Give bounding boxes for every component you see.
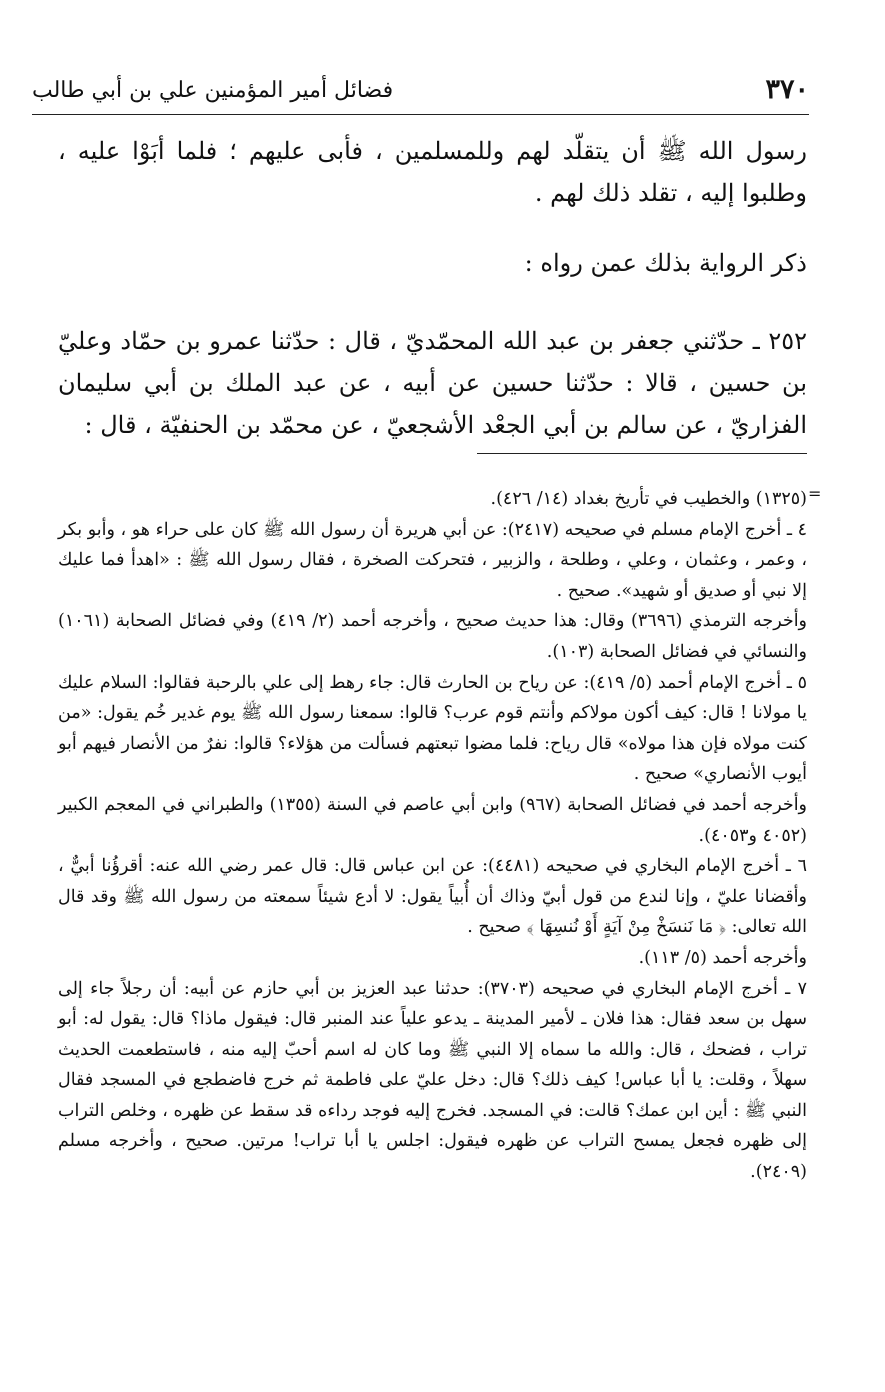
footnote-item: (١٣٢٥) والخطيب في تأريخ بغداد (١٤/ ٤٢٦). [490, 489, 807, 509]
page-header [32, 74, 809, 115]
footnote-separator [477, 453, 807, 454]
continuation-paragraph: رسول الله ﷺ أن يتقلّد لهم وللمسلمين ، فأبى عليهم ؛ فلما أبَوْا عليه ، وطلبوا إليه ، تقلد ذلك لهم . [58, 137, 807, 207]
footnote-item: وأخرجه الترمذي (٣٦٩٦) وقال: هذا حديث صحيح ، وأخرجه أحمد (٢/ ٤١٩) وفي فضائل الصحابة (١٠٦١) والنسائي في فضائل الصحابة (١٠٣). [58, 611, 808, 662]
footnotes [58, 484, 807, 1188]
footnote-item: ٤ ـ أخرج الإمام مسلم في صحيحه (٢٤١٧): عن أبي هريرة أن رسول الله ﷺ كان على حراء هو ، وأبو بكر ، وعمر ، وعثمان ، وعلي ، وطلحة ، والزبير ، فتحركت الصخرة ، فقال رسول الله ﷺ : «اهدأ فما عليك إلا نبي أو صديق أو شهيد». صحيح . [57, 519, 807, 601]
footnote-item: ٥ ـ أخرج الإمام أحمد (٥/ ٤١٩): عن رياح بن الحارث قال: جاء رهط إلى علي بالرحبة فقالوا: السلام عليك يا مولانا ! قال: كيف أكون مولاكم وأنتم قوم عرب؟ قالوا: سمعنا رسول الله ﷺ يوم غدير خُم يقول: «من كنت مولاه فإن هذا مولاه» قال رياح: فلما مضوا تبعتهم فسألت من هؤلاء؟ قالوا: نفرٌ من الأنصار فيهم أبو أيوب الأنصاري» صحيح . [58, 672, 808, 785]
section-heading: ذكر الرواية بذلك عمن رواه : [524, 249, 807, 277]
page-number: ٣٧٠ [765, 74, 809, 105]
footnote-item: ٧ ـ أخرج الإمام البخاري في صحيحه (٣٧٠٣): حدثنا عبد العزيز بن أبي حازم عن أبيه: أن رجلاً جاء إلى سهل بن سعد فقال: هذا فلان ـ لأمير المدينة ـ يدعو علياً عند المنبر قال: فيقول ماذا؟ قال: يقول له: أبو تراب ، فضحك ، قال: والله ما سماه إلا النبي ﷺ وما كان له اسم أحبّ إليه منه ، فاستطعمت الحديث سهلاً ، وقلت: يا أبا عباس! كيف ذلك؟ قال: دخل عليّ على فاطمة ثم خرج فاضطجع في المسجد فقال النبي ﷺ : أين ابن عمك؟ قالت: في المسجد. فخرج إليه فوجد رداءه قد سقط عن ظهره ، وخلص التراب إلى ظهره فجعل يمسح التراب عن ظهره فيقول: اجلس يا أبا تراب! مرتين. صحيح ، وأخرجه مسلم (٢٤٠٩). [58, 978, 807, 1183]
footnote-item: ٦ ـ أخرج الإمام البخاري في صحيحه (٤٤٨١): عن ابن عباس قال: قال عمر رضي الله عنه: أقرؤُنا أبيٌّ ، وأقضانا عليّ ، وإنا لندع من قول أبيّ وذاك أن أُبياً يقول: لا أدع شيئاً سمعته من رسول الله ﷺ وقد قال الله تعالى: ﴿ مَا نَنسَخْ مِنْ آيَةٍ أَوْ نُنسِهَا ﴾ صحيح . [58, 856, 807, 938]
footnote-item: وأخرجه أحمد في فضائل الصحابة (٩٦٧) وابن أبي عاصم في السنة (١٣٥٥) والطبراني في المعجم الكبير (٤٠٥٢ و٤٠٥٣). [58, 794, 808, 846]
hadith-252-paragraph: ٢٥٢ ـ حدّثني جعفر بن عبد الله المحمّديّ ، قال : حدّثنا عمرو بن حمّاد وعليّ بن حسين ، قالا : حدّثنا حسين عن أبيه ، عن عبد الملك بن أبي سليمان الفزاريّ ، عن سالم بن أبي الجعْد الأشجعيّ ، عن محمّد بن الحنفيّة ، قال : [58, 327, 807, 439]
running-title: فضائل أمير المؤمنين علي بن أبي طالب [32, 78, 394, 103]
main-text [58, 130, 807, 446]
footnote-continuation-mark: = [808, 484, 822, 503]
footnote-item: وأخرجه أحمد (٥/ ١١٣). [638, 947, 807, 968]
